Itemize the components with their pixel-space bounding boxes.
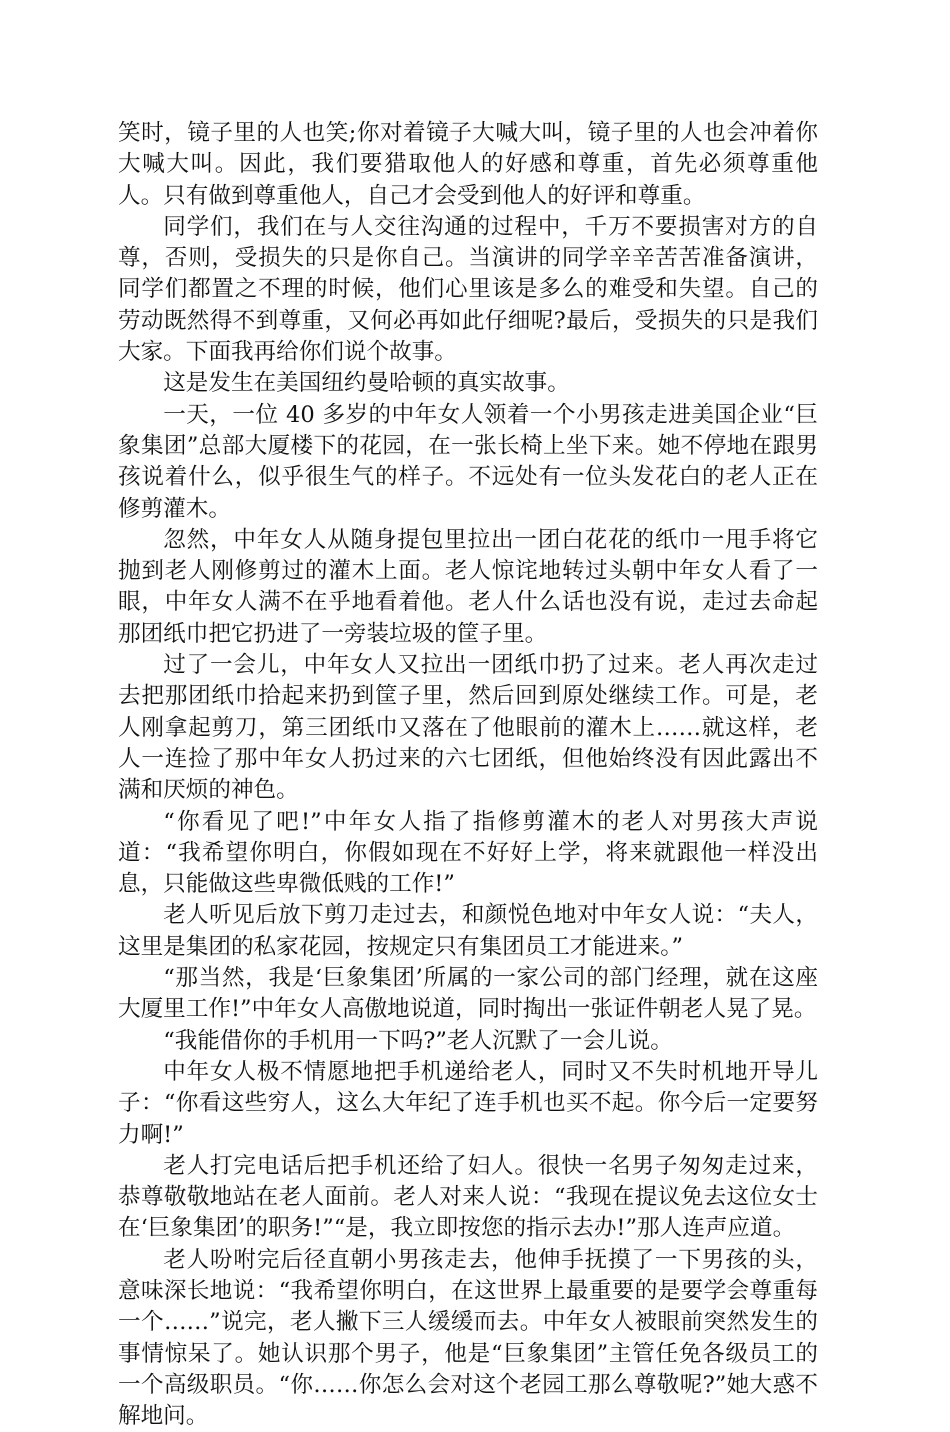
paragraph-8: 老人听见后放下剪刀走过去，和颜悦色地对中年女人说：“夫人，这里是集团的私家花园，按规定只有集团员工才能进来。” <box>118 902 818 960</box>
paragraph-1: 笑时，镜子里的人也笑;你对着镜子大喊大叫，镜子里的人也会冲着你大喊大叫。因此，我们要猎取他人的好感和尊重，首先必须尊重他人。只有做到尊重他人，自己才会受到他人的好评和尊重。 <box>118 120 818 209</box>
paragraph-11: 中年女人极不情愿地把手机递给老人，同时又不失时机地开导儿子：“你看这些穷人，这么大年纪了连手机也买不起。你今后一定要努力啊!” <box>118 1058 818 1148</box>
paragraph-6: 过了一会儿，中年女人又拉出一团纸巾扔了过来。老人再次走过去把那团纸巾拾起来扔到筐子里，然后回到原处继续工作。可是，老人刚拿起剪刀，第三团纸巾又落在了他眼前的灌木上……就这样，老人一连捡了那中年女人扔过来的六七团纸，但他始终没有因此露出不满和厌烦的神色。 <box>118 652 818 804</box>
paragraph-3: 这是发生在美国纽约曼哈顿的真实故事。 <box>163 370 570 397</box>
paragraph-4: 一天，一位 40 多岁的中年女人领着一个小男孩走进美国企业“巨象集团”总部大厦楼下的花园，在一张长椅上坐下来。她不停地在跟男孩说着什么，似乎很生气的样子。不远处有一位头发花白的老人正在修剪灌木。 <box>118 401 818 522</box>
paragraph-9: “那当然，我是‘巨象集团’所属的一家公司的部门经理，就在这座大厦里工作!”中年女人高傲地说道，同时掏出一张证件朝老人晃了晃。 <box>118 965 818 1023</box>
paragraph-10: “我能借你的手机用一下吗?”老人沉默了一会儿说。 <box>163 1027 673 1054</box>
paragraph-12: 老人打完电话后把手机还给了妇人。很快一名男子匆匆走过来，恭尊敬敬地站在老人面前。老人对来人说：“我现在提议免去这位女士在‘巨象集团’的职务!”“是，我立即按您的指示去办!”那人连声应道。 <box>118 1152 818 1242</box>
paragraph-13: 老人吩咐完后径直朝小男孩走去，他伸手抚摸了一下男孩的头，意味深长地说：“我希望你明白，在这世界上最重要的是要学会尊重每一个……”说完，老人撇下三人缓缓而去。中年女人被眼前突然发生的事情惊呆了。她认识那个男子，他是“巨象集团”主管任免各级员工的一个高级职员。“你……你怎么会对这个老园工那么尊敬呢?”她大惑不解地问。 <box>118 1246 818 1430</box>
document-page <box>118 118 818 1432</box>
paragraph-2: 同学们，我们在与人交往沟通的过程中，千万不要损害对方的自尊，否则，受损失的只是你自己。当演讲的同学辛辛苦苦准备演讲，同学们都置之不理的时候，他们心里该是多么的难受和失望。自己的劳动既然得不到尊重，又何必再如此仔细呢?最后，受损失的只是我们大家。下面我再给你们说个故事。 <box>118 213 818 366</box>
paragraph-7: “你看见了吧!”中年女人指了指修剪灌木的老人对男孩大声说道：“我希望你明白，你假如现在不好好上学，将来就跟他一样没出息，只能做这些卑微低贱的工作!” <box>118 808 818 898</box>
paragraph-5: 忽然，中年女人从随身提包里拉出一团白花花的纸巾一甩手将它抛到老人刚修剪过的灌木上面。老人惊诧地转过头朝中年女人看了一眼，中年女人满不在乎地看着他。老人什么话也没有说，走过去命起那团纸巾把它扔进了一旁装垃圾的筐子里。 <box>118 526 818 647</box>
